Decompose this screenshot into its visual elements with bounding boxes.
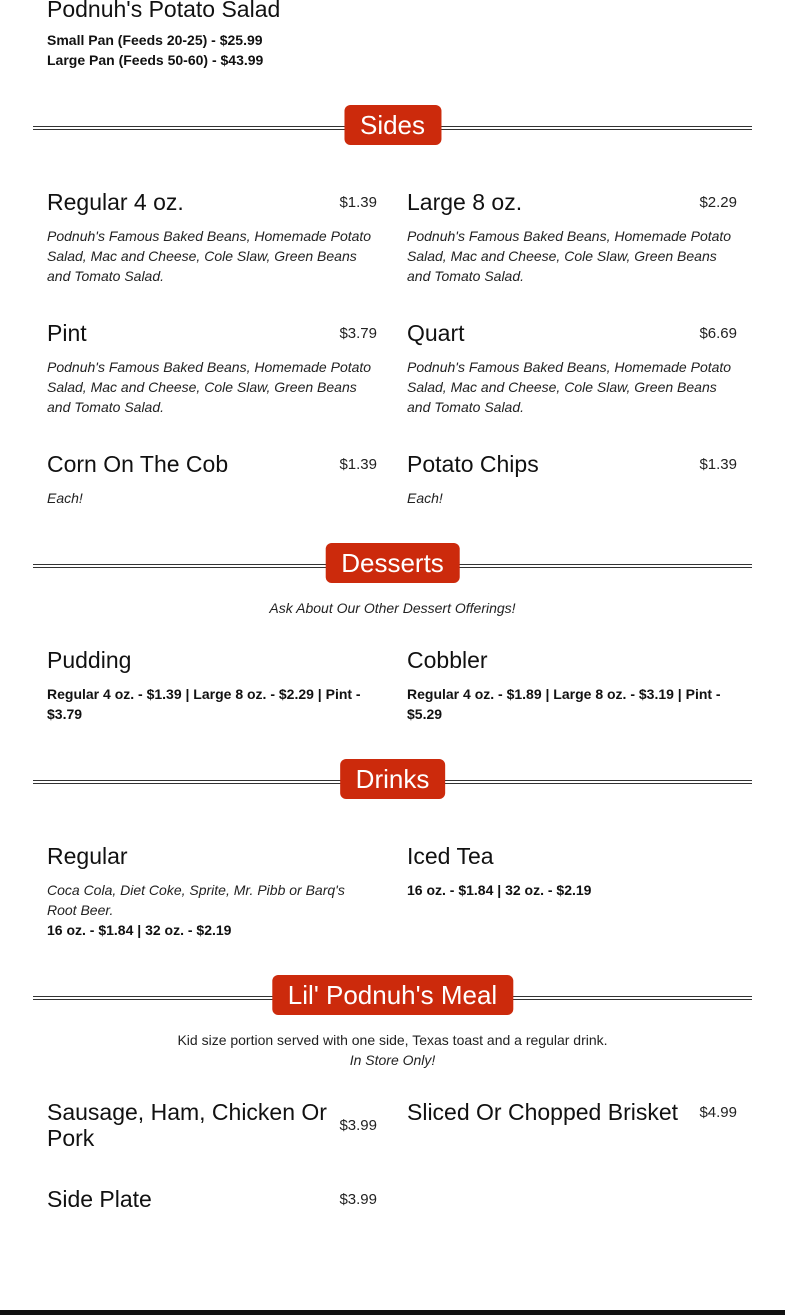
potato-salad-name: Podnuh's Potato Salad — [47, 0, 281, 22]
kids-sausage-name: Sausage, Ham, Chicken Or Pork — [47, 1099, 327, 1151]
potato-salad-large: Large Pan (Feeds 50-60) - $43.99 — [47, 52, 264, 68]
sides-chips-name: Potato Chips — [407, 451, 539, 477]
sides-regular-desc: Podnuh's Famous Baked Beans, Homemade Potato Salad, Mac and Cheese, Cole Slaw, Green Beans and Tomato Salad. — [47, 228, 372, 284]
sides-chips-desc: Each! — [407, 490, 443, 506]
kids-heading: Lil' Podnuh's Meal — [272, 975, 513, 1015]
desserts-heading: Desserts — [325, 543, 460, 583]
drinks-tea-prices: 16 oz. - $1.84 | 32 oz. - $2.19 — [407, 882, 592, 898]
sides-regular-name: Regular 4 oz. — [47, 189, 184, 215]
kids-side-plate-price: $3.99 — [339, 1191, 377, 1208]
drinks-regular-name: Regular — [47, 843, 128, 869]
sides-large-desc: Podnuh's Famous Baked Beans, Homemade Potato Salad, Mac and Cheese, Cole Slaw, Green Beans and Tomato Salad. — [407, 228, 732, 284]
drinks-regular-desc: Coca Cola, Diet Coke, Sprite, Mr. Pibb or Barq's Root Beer. — [47, 882, 345, 918]
kids-side-plate-name: Side Plate — [47, 1186, 152, 1212]
pudding-prices: Regular 4 oz. - $1.39 | Large 8 oz. - $2.29 | Pint - $3.79 — [47, 686, 361, 722]
pudding-name: Pudding — [47, 647, 132, 673]
sides-quart-name: Quart — [407, 320, 465, 346]
sides-regular-price: $1.39 — [339, 194, 377, 211]
footer-bar — [0, 1310, 785, 1315]
sides-large-name: Large 8 oz. — [407, 189, 523, 215]
kids-note: Kid size portion served with one side, Texas toast and a regular drink. — [177, 1032, 608, 1048]
kids-brisket-price: $4.99 — [699, 1104, 737, 1121]
sides-quart-price: $6.69 — [699, 325, 737, 342]
drinks-heading: Drinks — [340, 759, 446, 799]
sides-heading: Sides — [344, 105, 441, 145]
sides-large-price: $2.29 — [699, 194, 737, 211]
desserts-note: Ask About Our Other Dessert Offerings! — [269, 600, 516, 616]
sides-corn-price: $1.39 — [339, 456, 377, 473]
sides-chips-price: $1.39 — [699, 456, 737, 473]
kids-sausage-price: $3.99 — [339, 1117, 377, 1134]
drinks-regular-prices: 16 oz. - $1.84 | 32 oz. - $2.19 — [47, 922, 232, 938]
cobbler-name: Cobbler — [407, 647, 488, 673]
sides-quart-desc: Podnuh's Famous Baked Beans, Homemade Potato Salad, Mac and Cheese, Cole Slaw, Green Beans and Tomato Salad. — [407, 359, 732, 415]
kids-brisket-name: Sliced Or Chopped Brisket — [407, 1099, 679, 1125]
sides-corn-name: Corn On The Cob — [47, 451, 229, 477]
cobbler-prices: Regular 4 oz. - $1.89 | Large 8 oz. - $3.19 | Pint - $5.29 — [407, 686, 721, 722]
sides-pint-name: Pint — [47, 320, 87, 346]
drinks-tea-name: Iced Tea — [407, 843, 494, 869]
sides-pint-desc: Podnuh's Famous Baked Beans, Homemade Potato Salad, Mac and Cheese, Cole Slaw, Green Beans and Tomato Salad. — [47, 359, 372, 415]
sides-corn-desc: Each! — [47, 490, 83, 506]
sides-pint-price: $3.79 — [339, 325, 377, 342]
kids-note-store: In Store Only! — [349, 1052, 436, 1068]
potato-salad-small: Small Pan (Feeds 20-25) - $25.99 — [47, 32, 263, 48]
